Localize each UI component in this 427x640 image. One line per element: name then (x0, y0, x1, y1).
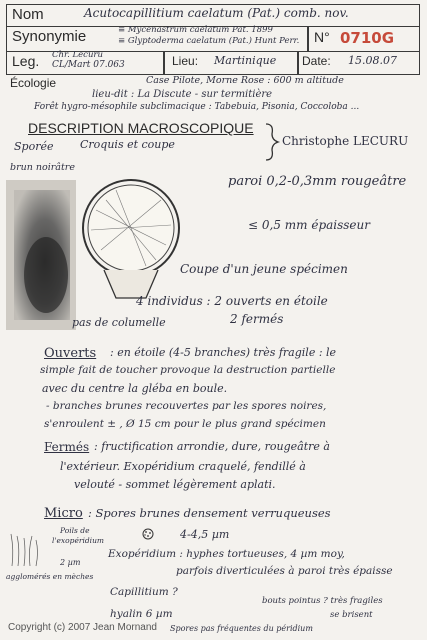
leg-line-2: CL/Mart 07.063 (52, 60, 125, 70)
date-label: Date: (302, 54, 331, 68)
hyalin-text: hyalin 6 µm (110, 608, 173, 620)
ouverts-line-1: : en étoile (4-5 branches) très fragile : le (110, 346, 337, 359)
fermes-label: Fermés (44, 440, 90, 454)
ecologie-line-2: lieu-dit : La Discute - sur termitière (92, 89, 273, 100)
columelle-text: pas de columelle (72, 316, 166, 329)
spore-size: 4-4,5 µm (180, 528, 230, 541)
nom-value: Acutocapillitium caelatum (Pat.) comb. nov. (84, 6, 349, 20)
ecologie-label: Écologie (10, 76, 57, 90)
brace-line (262, 122, 282, 162)
micro-line-1: : Spores brunes densement verruqueuses (88, 506, 331, 520)
leg-line-1: Chr. Lecuru (52, 50, 103, 60)
numero-label: N° (314, 29, 330, 45)
bottom-note: Spores pas fréquentes du péridium (170, 624, 313, 633)
bout-pointe-text-2: se brisent (330, 610, 373, 620)
croquis-label: Croquis et coupe (80, 138, 175, 151)
fermes-line-1: : fructification arrondie, dure, rougeâtre à (94, 440, 330, 453)
side-note-1: Poils de (60, 526, 90, 535)
lieu-label: Lieu: (172, 54, 199, 68)
fermes-line-3: velouté - sommet légèrement aplati. (74, 478, 276, 491)
spore-drawing (140, 526, 156, 542)
ouverts-line-4: - branches brunes recouvertes par les spores noires, (46, 400, 327, 412)
capillitium-text: Capillitium ? (110, 586, 178, 598)
bout-pointe-text: bouts pointus ? très fragiles (262, 596, 383, 606)
fermes-line-2: l'extérieur. Exopéridium craquelé, fendillé à (60, 460, 306, 473)
fermes-count: 2 fermés (230, 312, 284, 326)
leg-label: Leg. (12, 53, 40, 69)
exoperidium-text-2: parfois diverticulées à paroi très épaisse (176, 565, 393, 577)
paroi-text: paroi 0,2-0,3mm rougeâtre (228, 174, 407, 189)
synonym-1: ≡ Mycenastrum caelatum Pat. 1899 (118, 25, 273, 35)
synonym-2: ≡ Glyptoderma caelatum (Pat.) Hunt Perr. (118, 36, 300, 46)
epaisseur-text: ≤ 0,5 mm épaisseur (248, 218, 370, 232)
side-note-4: agglomérés en mèches (6, 572, 94, 581)
numero-value: 0710G (340, 29, 395, 47)
ouverts-label: Ouverts (44, 346, 97, 361)
description-title: DESCRIPTION MACROSCOPIQUE (28, 120, 254, 136)
individus-text: 4 individus : 2 ouverts en étoile (136, 294, 328, 308)
copyright-text: Copyright (c) 2007 Jean Mornand (8, 622, 157, 633)
micro-label: Micro (44, 506, 83, 521)
ecologie-line-1: Case Pilote, Morne Rose : 600 m altitude (146, 75, 344, 86)
exoperidium-text: Exopéridium : hyphes tortueuses, 4 µm moy, (108, 548, 345, 560)
side-note-2: l'exopéridium (52, 536, 105, 545)
spore-print-photo (6, 180, 76, 330)
coupe-text: Coupe d'un jeune spécimen (180, 262, 348, 276)
ouverts-line-3: avec du centre la gléba en boule. (42, 382, 228, 395)
date-value: 15.08.07 (348, 54, 397, 67)
side-note-3: 2 µm (60, 558, 81, 567)
synonymie-label: Synonymie (12, 28, 87, 45)
sporee-value: brun noirâtre (10, 162, 75, 173)
ouverts-line-5: s'enroulent ± , Ø 15 cm pour le plus grand spécimen (44, 418, 326, 430)
description-author: Christophe LECURU (282, 134, 409, 148)
lieu-value: Martinique (214, 54, 277, 67)
ouverts-line-2: simple fait de toucher provoque la destruction partielle (40, 364, 336, 376)
sporee-label: Sporée (14, 140, 54, 153)
ecologie-line-3: Forêt hygro-mésophile subclimacique : Tabebuia, Pisonia, Coccoloba ... (34, 102, 360, 112)
nom-label: Nom (12, 6, 44, 23)
cross-section-drawing (76, 170, 186, 310)
hair-sketch (6, 530, 56, 570)
